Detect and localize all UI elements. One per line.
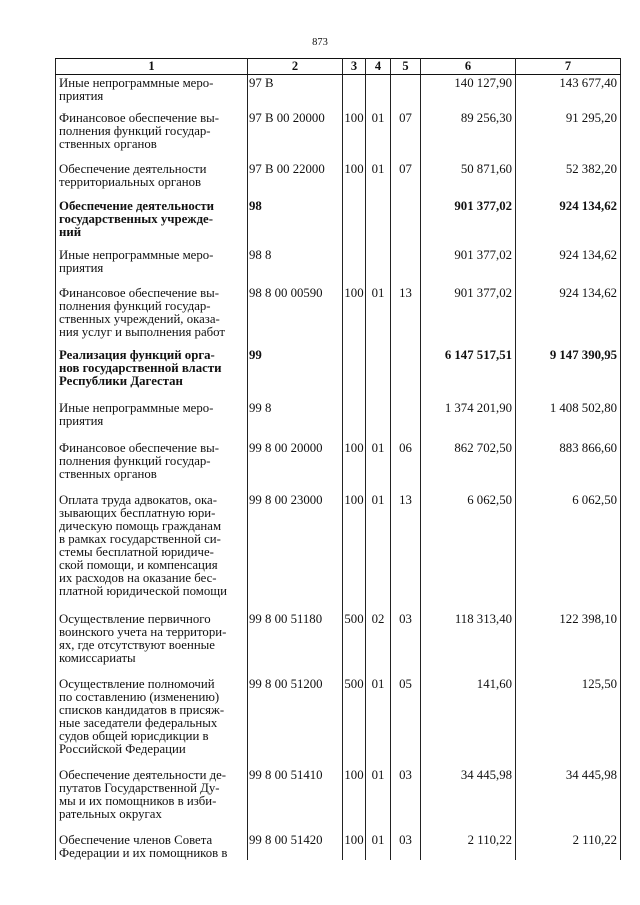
description-line: приятия	[59, 89, 104, 103]
description-line: приятия	[59, 261, 104, 275]
budget-code: 99 8 00 51200	[248, 678, 343, 769]
table-row	[56, 200, 621, 249]
amount-year-2: 883 866,60	[516, 442, 621, 494]
column-header: 6	[421, 59, 516, 75]
expense-type-code: 100	[343, 287, 366, 349]
amount-year-1: 901 377,02	[421, 287, 516, 349]
amount-year-2: 52 382,20	[516, 163, 621, 200]
expense-type-code	[343, 249, 366, 287]
subsection-code: 06	[391, 442, 421, 494]
description-line: ственных органов	[59, 467, 157, 481]
amount-year-2: 1 408 502,80	[516, 402, 621, 442]
row-description	[56, 442, 248, 494]
section-code: 01	[366, 769, 391, 834]
description-line: ные заседатели федеральных	[59, 716, 218, 730]
table-row	[56, 402, 621, 442]
description-line: дическую помощь гражданам	[59, 519, 222, 533]
expense-type-code: 100	[343, 163, 366, 200]
description-line: платной юридической помощи	[59, 584, 227, 598]
expense-type-code	[343, 349, 366, 402]
row-description	[56, 75, 248, 113]
row-description	[56, 769, 248, 834]
budget-code: 99	[248, 349, 343, 402]
description-line: полнения функций государ-	[59, 124, 211, 138]
description-line: Финансовое обеспечение вы-	[59, 111, 220, 125]
subsection-code	[391, 249, 421, 287]
section-code	[366, 75, 391, 113]
table-row	[56, 163, 621, 200]
table-body	[56, 75, 621, 861]
description-line: Иные непрограммные меро-	[59, 248, 214, 262]
description-line: Осуществление полномочий	[59, 677, 215, 691]
table-row	[56, 834, 621, 860]
amount-year-2: 125,50	[516, 678, 621, 769]
description-line: воинского учета на территори-	[59, 625, 227, 639]
row-description	[56, 200, 248, 249]
row-description	[56, 834, 248, 860]
amount-year-2: 122 398,10	[516, 613, 621, 678]
subsection-code	[391, 75, 421, 113]
description-line: нов государственной власти	[59, 361, 222, 375]
table-row	[56, 75, 621, 113]
column-header: 4	[366, 59, 391, 75]
description-line: Иные непрограммные меро-	[59, 76, 214, 90]
budget-code: 99 8 00 20000	[248, 442, 343, 494]
column-header: 7	[516, 59, 621, 75]
amount-year-1: 862 702,50	[421, 442, 516, 494]
expense-type-code: 100	[343, 494, 366, 613]
budget-code: 97 В 00 20000	[248, 112, 343, 163]
section-code: 02	[366, 613, 391, 678]
description-line: Финансовое обеспечение вы-	[59, 441, 220, 455]
description-line: территориальных органов	[59, 175, 202, 189]
section-code: 01	[366, 287, 391, 349]
expense-type-code	[343, 200, 366, 249]
column-header: 3	[343, 59, 366, 75]
budget-code: 98	[248, 200, 343, 249]
row-description	[56, 163, 248, 200]
amount-year-2: 9 147 390,95	[516, 349, 621, 402]
description-line: комиссариаты	[59, 651, 136, 665]
expense-type-code: 500	[343, 613, 366, 678]
description-line: Иные непрограммные меро-	[59, 401, 214, 415]
expense-type-code	[343, 402, 366, 442]
subsection-code: 05	[391, 678, 421, 769]
amount-year-1: 6 147 517,51	[421, 349, 516, 402]
description-line: Осуществление первичного	[59, 612, 211, 626]
description-line: стемы бесплатной юридиче-	[59, 545, 214, 559]
budget-code: 98 8 00 00590	[248, 287, 343, 349]
table-header-row	[56, 59, 621, 75]
amount-year-1: 141,60	[421, 678, 516, 769]
description-line: зывающих бесплатную юри-	[59, 506, 216, 520]
budget-code: 99 8 00 23000	[248, 494, 343, 613]
amount-year-1: 6 062,50	[421, 494, 516, 613]
expense-type-code: 100	[343, 442, 366, 494]
amount-year-1: 118 313,40	[421, 613, 516, 678]
section-code: 01	[366, 494, 391, 613]
column-header: 5	[391, 59, 421, 75]
description-line: ний	[59, 225, 82, 239]
section-code	[366, 200, 391, 249]
budget-code: 99 8	[248, 402, 343, 442]
section-code: 01	[366, 834, 391, 860]
table-row	[56, 442, 621, 494]
amount-year-1: 901 377,02	[421, 200, 516, 249]
description-line: ской помощи, и компенсация	[59, 558, 218, 572]
description-line: приятия	[59, 414, 104, 428]
budget-code: 99 8 00 51420	[248, 834, 343, 860]
budget-code: 97 В	[248, 75, 343, 113]
row-description	[56, 613, 248, 678]
subsection-code	[391, 402, 421, 442]
description-line: ственных органов	[59, 137, 157, 151]
description-line: ях, где отсутствуют военные	[59, 638, 215, 652]
expense-type-code: 500	[343, 678, 366, 769]
column-header: 1	[56, 59, 248, 75]
amount-year-1: 140 127,90	[421, 75, 516, 113]
description-line: по составлению (изменению)	[59, 690, 220, 704]
expense-type-code: 100	[343, 834, 366, 860]
table-row	[56, 769, 621, 834]
amount-year-2: 34 445,98	[516, 769, 621, 834]
description-line: Обеспечение деятельности де-	[59, 768, 227, 782]
column-header: 2	[248, 59, 343, 75]
subsection-code: 03	[391, 769, 421, 834]
description-line: полнения функций государ-	[59, 454, 211, 468]
row-description	[56, 112, 248, 163]
description-line: путатов Государственной Ду-	[59, 781, 220, 795]
table-row	[56, 287, 621, 349]
subsection-code: 07	[391, 112, 421, 163]
amount-year-2: 6 062,50	[516, 494, 621, 613]
budget-table	[55, 58, 621, 860]
amount-year-2: 91 295,20	[516, 112, 621, 163]
description-line: ственных учреждений, оказа-	[59, 312, 220, 326]
subsection-code	[391, 200, 421, 249]
description-line: Обеспечение членов Совета	[59, 833, 213, 847]
section-code: 01	[366, 163, 391, 200]
description-line: Реализация функций орга-	[59, 348, 215, 362]
section-code: 01	[366, 112, 391, 163]
amount-year-2: 2 110,22	[516, 834, 621, 860]
description-line: Российской Федерации	[59, 742, 186, 756]
description-line: Обеспечение деятельности	[59, 199, 215, 213]
description-line: полнения функций государ-	[59, 299, 211, 313]
amount-year-1: 901 377,02	[421, 249, 516, 287]
budget-code: 99 8 00 51180	[248, 613, 343, 678]
expense-type-code: 100	[343, 112, 366, 163]
description-line: Оплата труда адвокатов, ока-	[59, 493, 217, 507]
table-row	[56, 613, 621, 678]
subsection-code: 13	[391, 494, 421, 613]
row-description	[56, 249, 248, 287]
budget-code: 98 8	[248, 249, 343, 287]
amount-year-1: 2 110,22	[421, 834, 516, 860]
row-description	[56, 494, 248, 613]
table-row	[56, 678, 621, 769]
amount-year-1: 50 871,60	[421, 163, 516, 200]
section-code: 01	[366, 442, 391, 494]
description-line: Финансовое обеспечение вы-	[59, 286, 220, 300]
amount-year-2: 924 134,62	[516, 200, 621, 249]
description-line: судов общей юрисдикции в	[59, 729, 209, 743]
description-line: Федерации и их помощников в	[59, 846, 228, 860]
budget-code: 99 8 00 51410	[248, 769, 343, 834]
budget-code: 97 В 00 22000	[248, 163, 343, 200]
subsection-code: 03	[391, 834, 421, 860]
description-line: мы и их помощников в изби-	[59, 794, 217, 808]
description-line: государственных учрежде-	[59, 212, 213, 226]
amount-year-1: 1 374 201,90	[421, 402, 516, 442]
description-line: рательных округах	[59, 807, 162, 821]
expense-type-code: 100	[343, 769, 366, 834]
row-description	[56, 349, 248, 402]
table-row	[56, 349, 621, 402]
description-line: их расходов на оказание бес-	[59, 571, 217, 585]
expense-type-code	[343, 75, 366, 113]
subsection-code: 07	[391, 163, 421, 200]
row-description	[56, 678, 248, 769]
description-line: списков кандидатов в присяж-	[59, 703, 225, 717]
subsection-code: 03	[391, 613, 421, 678]
description-line: Республики Дагестан	[59, 374, 183, 388]
description-line: в рамках государственной си-	[59, 532, 221, 546]
amount-year-2: 924 134,62	[516, 249, 621, 287]
row-description	[56, 402, 248, 442]
subsection-code: 13	[391, 287, 421, 349]
table-row	[56, 112, 621, 163]
description-line: Обеспечение деятельности	[59, 162, 207, 176]
section-code	[366, 249, 391, 287]
section-code: 01	[366, 678, 391, 769]
table-row	[56, 494, 621, 613]
amount-year-1: 89 256,30	[421, 112, 516, 163]
row-description	[56, 287, 248, 349]
amount-year-1: 34 445,98	[421, 769, 516, 834]
amount-year-2: 143 677,40	[516, 75, 621, 113]
section-code	[366, 402, 391, 442]
section-code	[366, 349, 391, 402]
page-number: 873	[312, 37, 328, 48]
table-row	[56, 249, 621, 287]
subsection-code	[391, 349, 421, 402]
description-line: ния услуг и выполнения работ	[59, 325, 225, 339]
amount-year-2: 924 134,62	[516, 287, 621, 349]
